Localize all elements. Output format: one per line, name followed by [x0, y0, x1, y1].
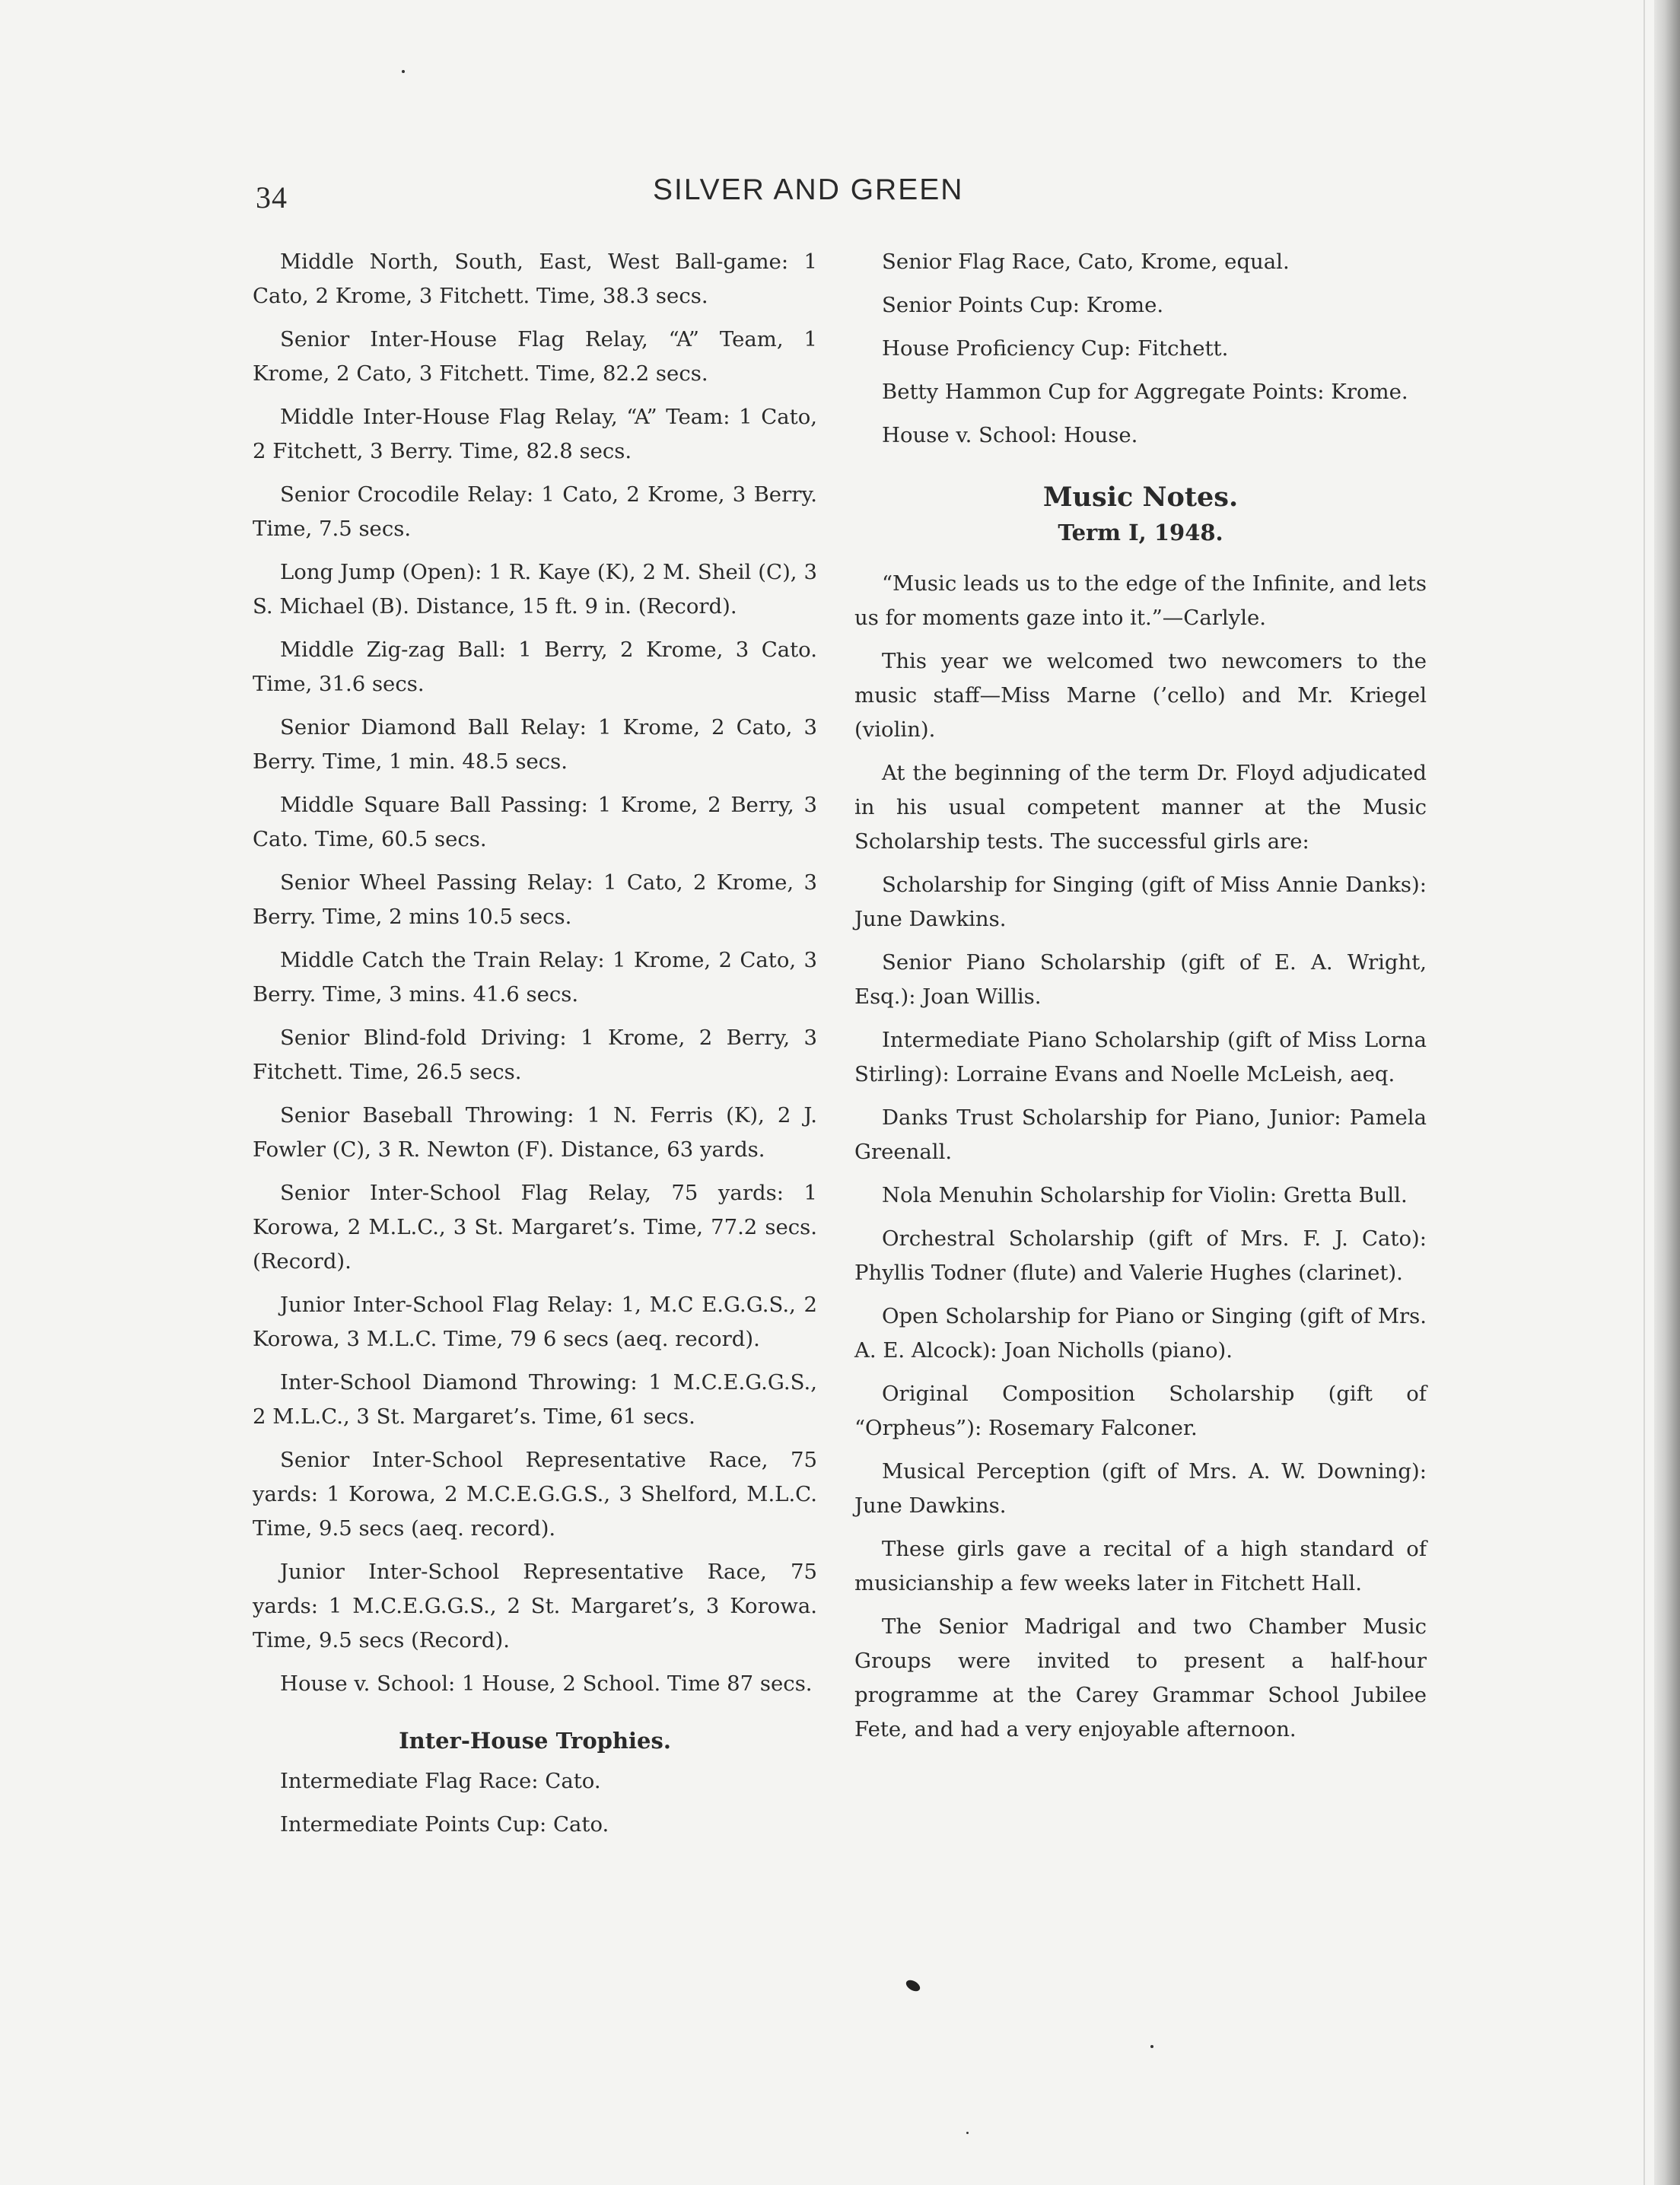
page-number: 34 [256, 180, 288, 215]
music-paragraph: At the beginning of the term Dr. Floyd adjudicated in his usual competent manner at the Music Scholarship tests. The successful girls are: [854, 761, 1427, 854]
result-paragraph: Middle Catch the Train Relay: 1 Krome, 2 Cato, 3 Berry. Time, 3 mins. 41.6 secs. [253, 948, 817, 1007]
result-paragraph: Middle Square Ball Passing: 1 Krome, 2 Berry, 3 Cato. Time, 60.5 secs. [253, 793, 817, 851]
trophy-paragraph: Betty Hammon Cup for Aggregate Points: Krome. [882, 380, 1408, 404]
trophies-heading: Inter-House Trophies. [399, 1728, 671, 1754]
result-paragraph: Inter-School Diamond Throwing: 1 M.C.E.G.G.S., 2 M.L.C., 3 St. Margaret’s. Time, 61 secs. [253, 1370, 817, 1429]
music-paragraph: Intermediate Piano Scholarship (gift of Miss Lorna Stirling): Lorraine Evans and Noelle McLeish, aeq. [854, 1028, 1427, 1086]
music-notes-heading: Music Notes. [1042, 482, 1239, 513]
music-paragraph: “Music leads us to the edge of the Infinite, and lets us for moments gaze into it.”—Carlyle. [854, 571, 1427, 630]
ink-speck [904, 1978, 921, 1993]
music-paragraph: Open Scholarship for Piano or Singing (gift of Mrs. A. E. Alcock): Joan Nicholls (piano). [854, 1304, 1427, 1363]
result-paragraph: Middle Zig-zag Ball: 1 Berry, 2 Krome, 3 Cato. Time, 31.6 secs. [253, 638, 817, 696]
result-paragraph: Middle Inter-House Flag Relay, “A” Team: 1 Cato, 2 Fitchett, 3 Berry. Time, 82.8 secs. [253, 405, 817, 463]
result-paragraph: Senior Crocodile Relay: 1 Cato, 2 Krome, 3 Berry. Time, 7.5 secs. [253, 482, 817, 541]
music-paragraph: Musical Perception (gift of Mrs. A. W. Downing): June Dawkins. [854, 1459, 1427, 1518]
result-paragraph: Junior Inter-School Flag Relay: 1, M.C E.G.G.S., 2 Korowa, 3 M.L.C. Time, 79 6 secs (aeq. record). [253, 1293, 817, 1351]
ink-speck [966, 2132, 969, 2134]
result-paragraph: Junior Inter-School Representative Race, 75 yards: 1 M.C.E.G.G.S., 2 St. Margaret’s, 3 Korowa. Time, 9.5 secs (Record). [253, 1560, 817, 1652]
result-paragraph: House v. School: 1 House, 2 School. Time 87 secs. [280, 1671, 813, 1696]
trophy-paragraph: Intermediate Flag Race: Cato. [280, 1769, 601, 1793]
result-paragraph: Middle North, South, East, West Ball-game: 1 Cato, 2 Krome, 3 Fitchett. Time, 38.3 secs. [253, 250, 817, 308]
running-title: SILVER AND GREEN [653, 173, 964, 206]
result-paragraph: Senior Inter-School Representative Race, 75 yards: 1 Korowa, 2 M.C.E.G.G.S., 3 Shelford, M.L.C. Time, 9.5 secs (aeq. record). [253, 1448, 817, 1541]
music-paragraph: These girls gave a recital of a high standard of musicianship a few weeks later in Fitchett Hall. [854, 1537, 1427, 1595]
music-paragraph: Original Composition Scholarship (gift of “Orpheus”): Rosemary Falconer. [854, 1382, 1427, 1440]
result-paragraph: Senior Inter-House Flag Relay, “A” Team, 1 Krome, 2 Cato, 3 Fitchett. Time, 82.2 secs. [253, 327, 817, 386]
ink-speck [1150, 2045, 1153, 2048]
page-edge-shadow [1654, 0, 1680, 2185]
right-column [854, 245, 1427, 1756]
music-paragraph: Danks Trust Scholarship for Piano, Junior: Pamela Greenall. [854, 1105, 1427, 1164]
result-paragraph: Long Jump (Open): 1 R. Kaye (K), 2 M. Sheil (C), 3 S. Michael (B). Distance, 15 ft. 9 in. (Record). [253, 560, 817, 619]
ink-speck [402, 70, 405, 73]
trophy-paragraph: Senior Points Cup: Krome. [882, 293, 1164, 317]
trophy-paragraph: House v. School: House. [882, 423, 1138, 447]
music-paragraph: Nola Menuhin Scholarship for Violin: Gretta Bull. [882, 1183, 1408, 1207]
result-paragraph: Senior Baseball Throwing: 1 N. Ferris (K), 2 J. Fowler (C), 3 R. Newton (F). Distance, 63 yards. [253, 1103, 817, 1162]
result-paragraph: Senior Wheel Passing Relay: 1 Cato, 2 Krome, 3 Berry. Time, 2 mins 10.5 secs. [253, 870, 817, 929]
trophy-paragraph: Senior Flag Race, Cato, Krome, equal. [882, 250, 1290, 274]
music-term-subheading: Term I, 1948. [1058, 520, 1223, 545]
result-paragraph: Senior Blind-fold Driving: 1 Krome, 2 Berry, 3 Fitchett. Time, 26.5 secs. [253, 1026, 817, 1084]
music-paragraph: The Senior Madrigal and two Chamber Music Groups were invited to present a half-hour programme at the Carey Grammar School Jubilee Fete, and had a very enjoyable afternoon. [854, 1614, 1427, 1741]
music-paragraph: This year we welcomed two newcomers to the music staff—Miss Marne (’cello) and Mr. Kriegel (violin). [854, 649, 1427, 742]
music-paragraph: Scholarship for Singing (gift of Miss Annie Danks): June Dawkins. [854, 873, 1427, 931]
result-paragraph: Senior Inter-School Flag Relay, 75 yards: 1 Korowa, 2 M.L.C., 3 St. Margaret’s. Time, 77.2 secs. (Record). [253, 1181, 817, 1274]
trophy-paragraph: Intermediate Points Cup: Cato. [280, 1812, 609, 1837]
trophy-paragraph: House Proficiency Cup: Fitchett. [882, 336, 1229, 361]
music-paragraph: Orchestral Scholarship (gift of Mrs. F. J. Cato): Phyllis Todner (flute) and Valerie Hughes (clarinet). [854, 1226, 1427, 1285]
left-column [253, 245, 817, 1851]
music-paragraph: Senior Piano Scholarship (gift of E. A. Wright, Esq.): Joan Willis. [854, 950, 1427, 1009]
result-paragraph: Senior Diamond Ball Relay: 1 Krome, 2 Cato, 3 Berry. Time, 1 min. 48.5 secs. [253, 715, 817, 774]
page-edge-line [1643, 0, 1645, 2185]
